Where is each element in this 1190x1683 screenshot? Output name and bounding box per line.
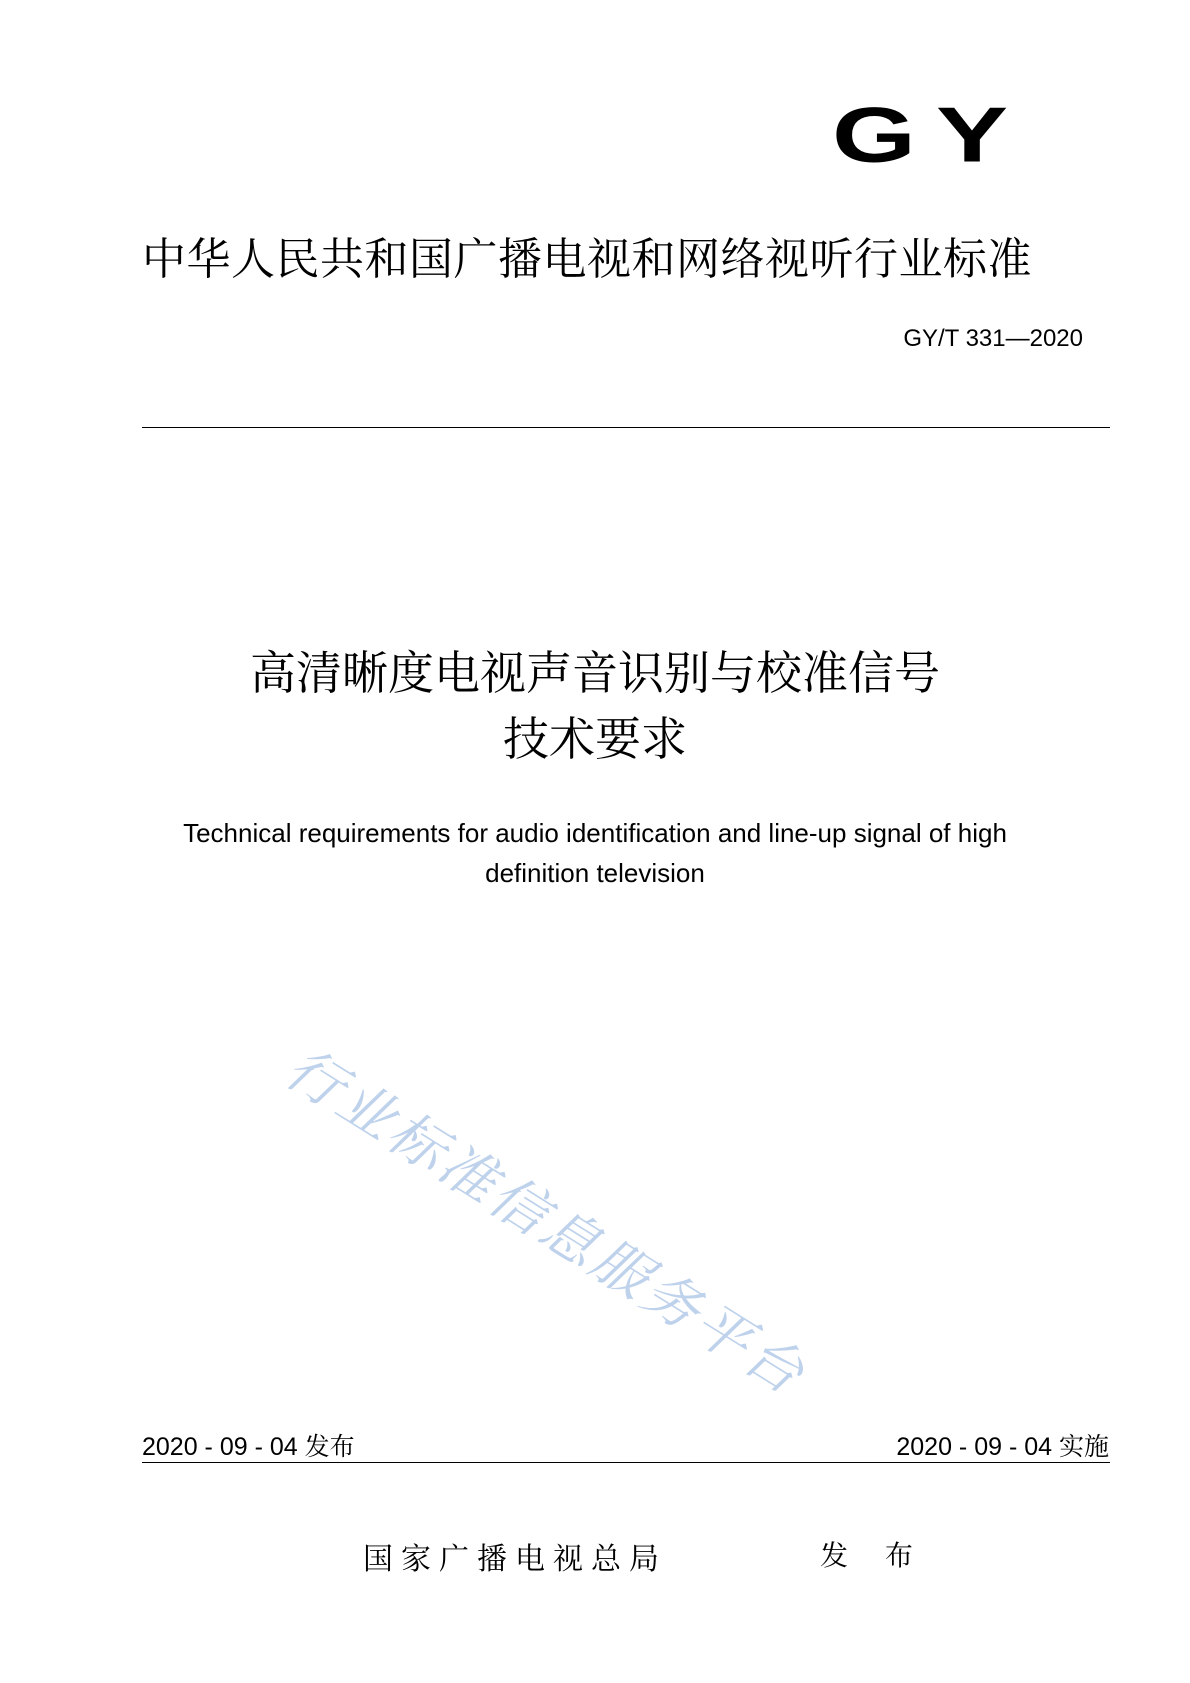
english-title bbox=[95, 813, 1095, 893]
watermark: 行业标准信息服务平台 bbox=[274, 1035, 818, 1409]
publish-label: 发 布 bbox=[820, 1539, 927, 1572]
org-title: 中华人民共和国广播电视和网络视听行业标准 bbox=[142, 234, 1032, 285]
chinese-title-line-2: 技术要求 bbox=[503, 712, 687, 766]
standard-number: GY/T 331—2020 bbox=[903, 325, 1083, 352]
chinese-title bbox=[95, 640, 1095, 772]
implementation-date: 2020 - 09 - 04 实施 bbox=[896, 1433, 1109, 1461]
top-divider bbox=[142, 427, 1110, 428]
english-title-line-1: Technical requirements for audio identification and line-up signal of high bbox=[183, 818, 1007, 848]
bottom-divider bbox=[142, 1462, 1110, 1463]
publisher: 国家广播电视总局 bbox=[363, 1542, 667, 1577]
issue-date: 2020 - 09 - 04 发布 bbox=[142, 1433, 355, 1461]
gy-logo: GY bbox=[831, 90, 1029, 179]
english-title-line-2: definition television bbox=[485, 858, 705, 888]
chinese-title-line-1: 高清晰度电视声音识别与校准信号 bbox=[250, 646, 940, 700]
